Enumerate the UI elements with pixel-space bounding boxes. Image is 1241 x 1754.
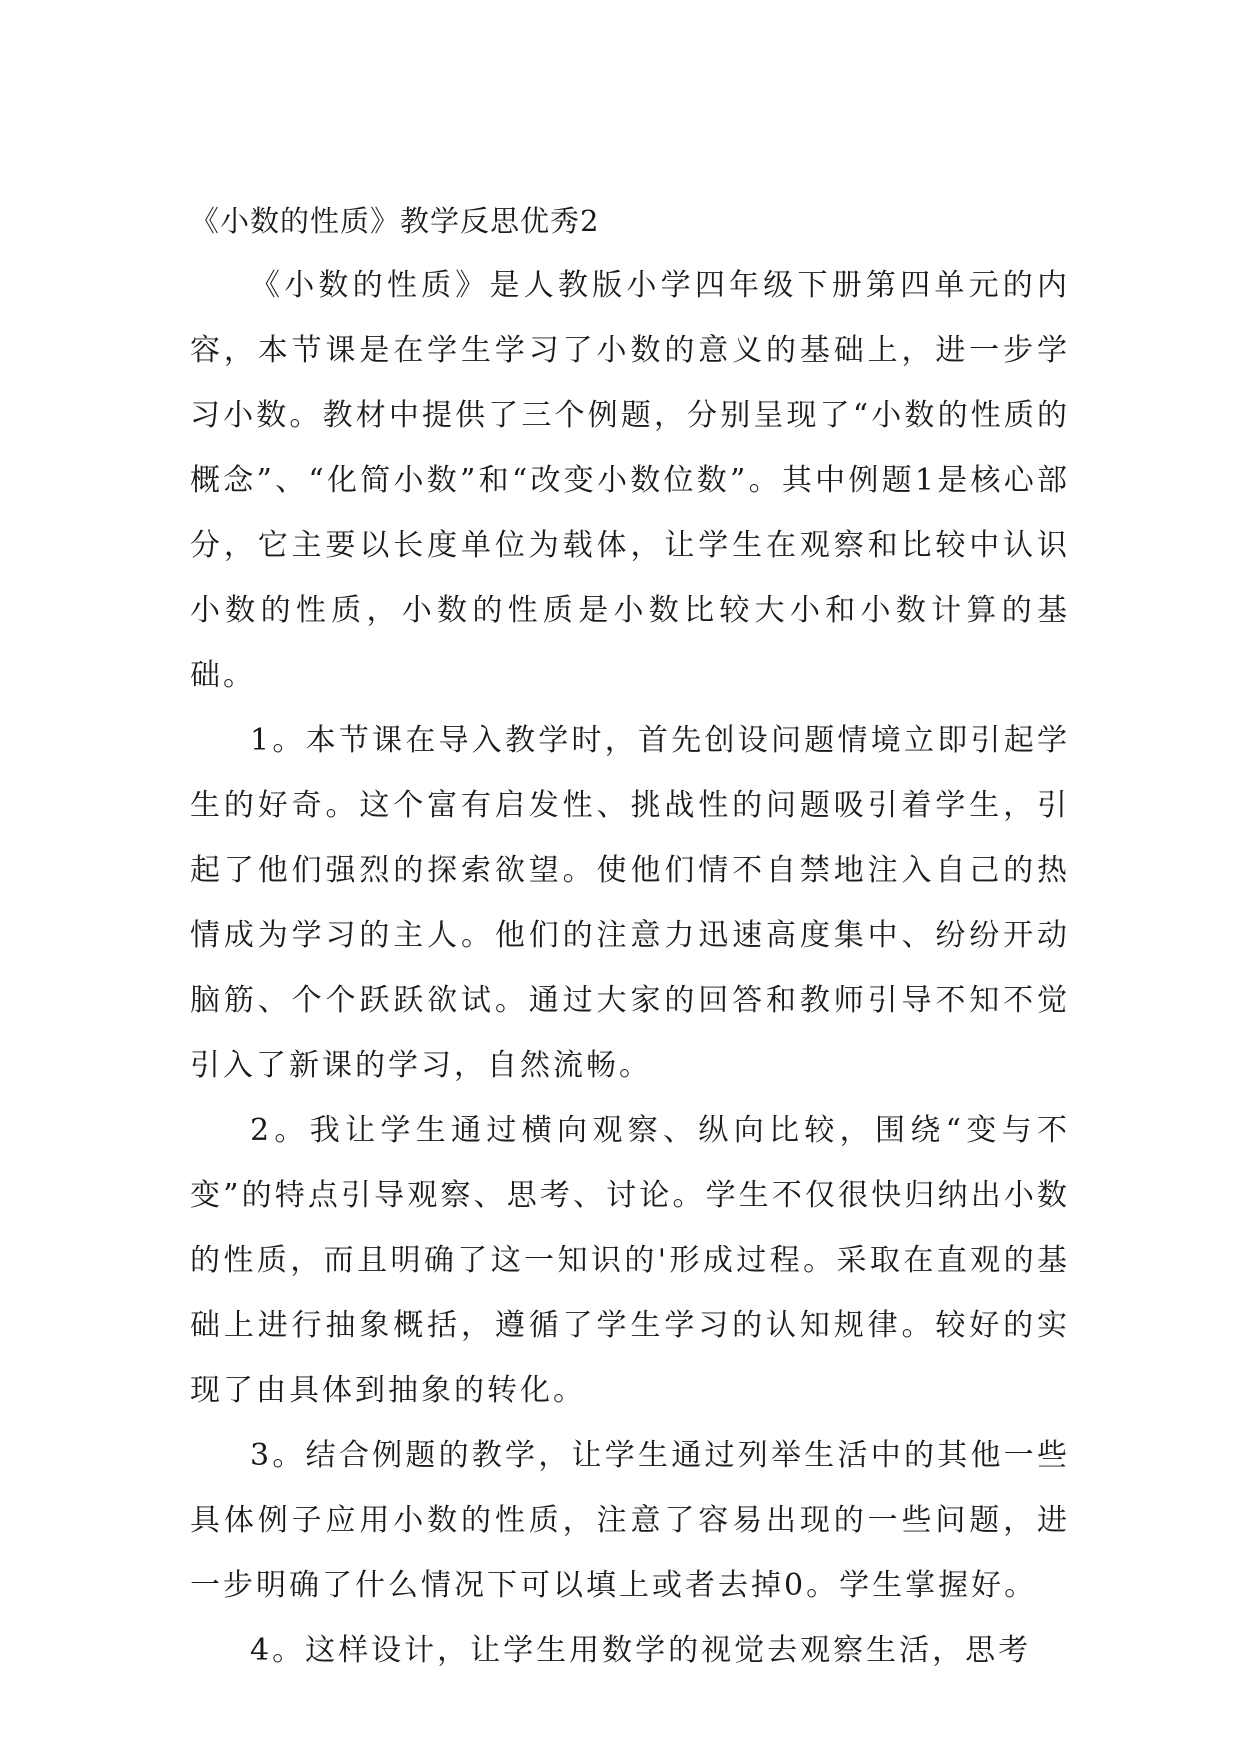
document-body (190, 197, 1070, 1683)
paragraph-point-4: 4。这样设计，让学生用数学的视觉去观察生活，思考 (250, 1633, 1032, 1668)
paragraph-point-2: 2。我让学生通过横向观察、纵向比较，围绕“变与不变”的特点引导观察、思考、讨论。学生不仅很快归纳出小数的性质，而且明确了这一知识的'形成过程。采取在直观的基础上进行抽象概括，遵循了学生学习的认知规律。较好的实现了由具体到抽象的转化。 (190, 1113, 1070, 1408)
paragraph-intro: 《小数的性质》是人教版小学四年级下册第四单元的内容，本节课是在学生学习了小数的意义的基础上，进一步学习小数。教材中提供了三个例题，分别呈现了“小数的性质的概念”、“化简小数”和“改变小数位数”。其中例题1是核心部分，它主要以长度单位为载体，让学生在观察和比较中认识小数的性质，小数的性质是小数比较大小和小数计算的基础。 (190, 268, 1070, 693)
paragraph-point-1: 1。本节课在导入教学时，首先创设问题情境立即引起学生的好奇。这个富有启发性、挑战性的问题吸引着学生，引起了他们强烈的探索欲望。使他们情不自禁地注入自己的热情成为学习的主人。他们的注意力迅速高度集中、纷纷开动脑筋、个个跃跃欲试。通过大家的回答和教师引导不知不觉引入了新课的学习，自然流畅。 (190, 723, 1070, 1083)
paragraph-point-3: 3。结合例题的教学，让学生通过列举生活中的其他一些具体例子应用小数的性质，注意了容易出现的一些问题，进一步明确了什么情况下可以填上或者去掉0。学生掌握好。 (190, 1438, 1070, 1603)
document-title: 《小数的性质》教学反思优秀2 (190, 204, 600, 238)
